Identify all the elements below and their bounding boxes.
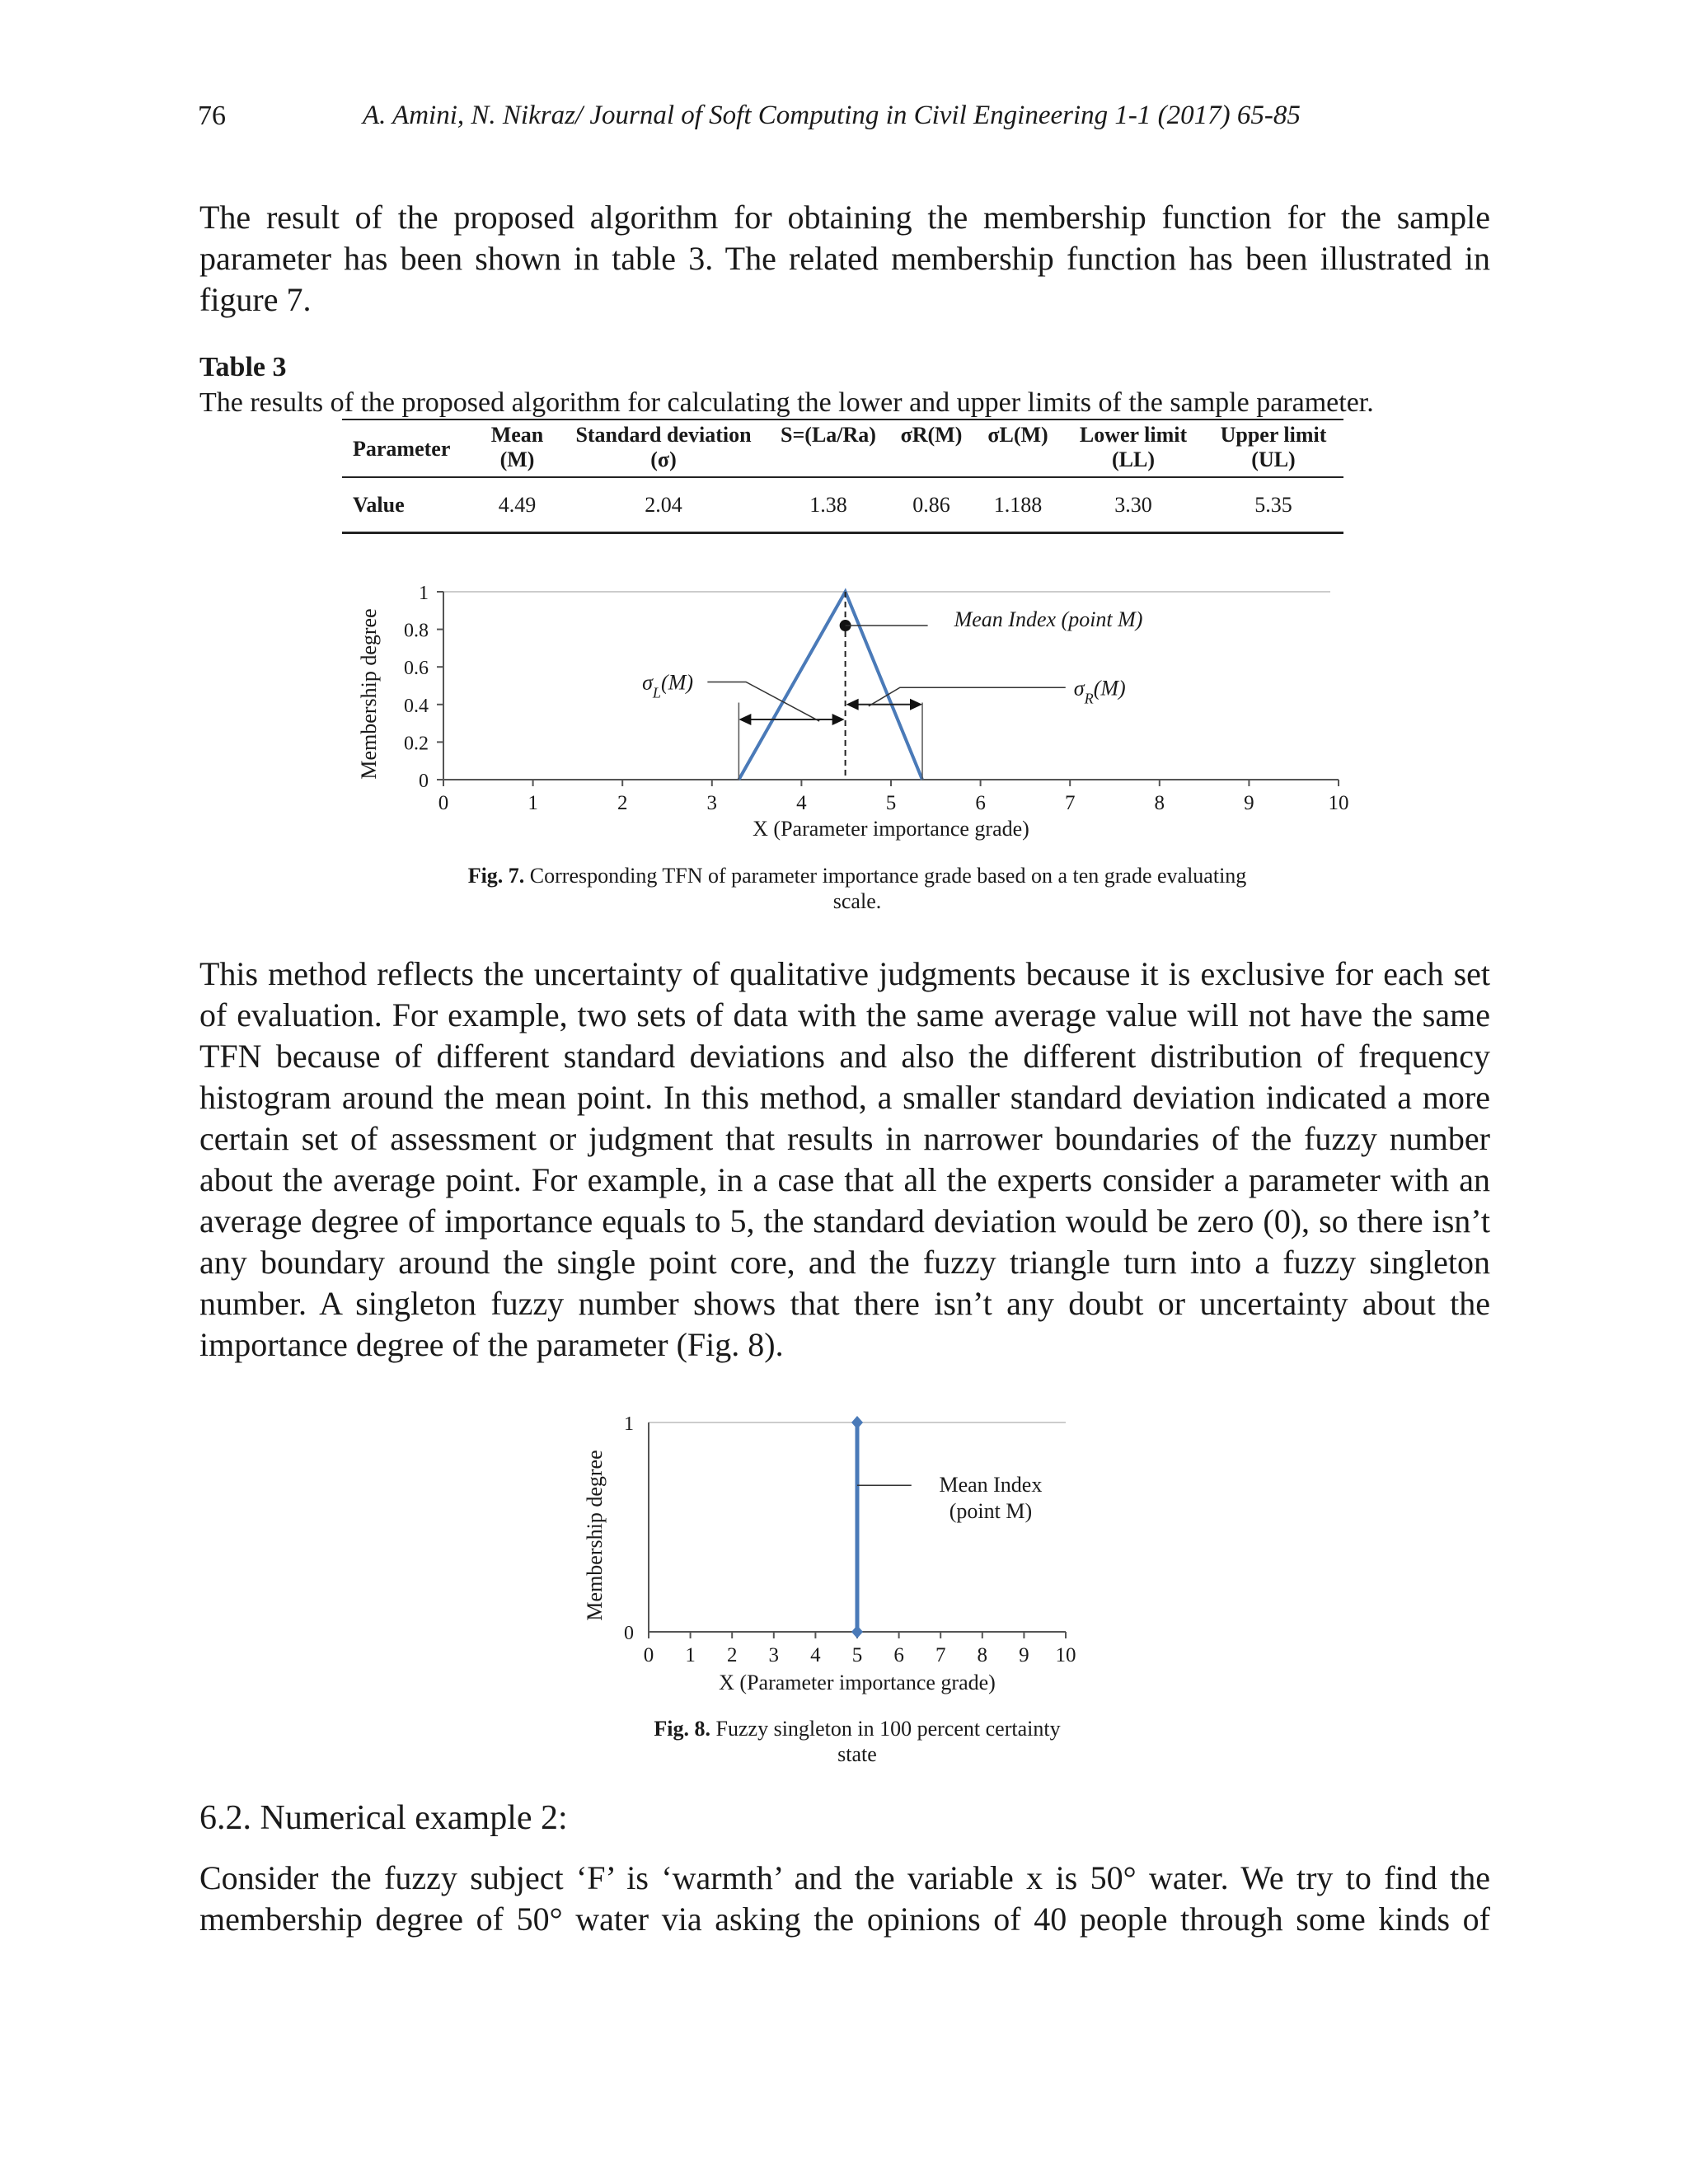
fig8-x-tick-label: 9 [1019, 1644, 1029, 1666]
fig8-caption-line2: state [837, 1742, 877, 1766]
fig8-x-tick-label: 10 [1055, 1644, 1076, 1666]
th-ul-line1: Upper limit [1220, 423, 1327, 447]
fig8-singleton-marker [851, 1625, 863, 1638]
fig8-x-axis-label: X (Parameter importance grade) [719, 1671, 996, 1694]
fig7-x-tick-label: 2 [617, 792, 628, 814]
fig7-y-tick-label: 0.8 [404, 620, 429, 642]
fig8-x-tick-label: 0 [643, 1644, 654, 1666]
fig7-sigma-l-leader [707, 682, 819, 721]
fig7-x-tick-label: 4 [796, 792, 807, 814]
th-mean-line2: (M) [499, 448, 535, 471]
fig7-x-axis-label: X (Parameter importance grade) [753, 817, 1029, 841]
fig7-arrowhead-right [910, 699, 922, 710]
fig7-mean-annotation: Mean Index (point M) [954, 607, 1143, 632]
fig7-arrowhead-left [846, 699, 859, 710]
fig8-x-tick-label: 2 [726, 1644, 738, 1666]
running-title: A. Amini, N. Nikraz/ Journal of Soft Computing in Civil Engineering 1-1 (2017) 65-85 [363, 101, 1301, 130]
fig8-x-tick-label: 6 [893, 1644, 904, 1666]
fig7-x-tick-label: 6 [975, 792, 986, 814]
table-header-rule [342, 476, 1343, 478]
fig7-y-tick-label: 0 [419, 771, 429, 792]
text-line: figure 7. [199, 281, 312, 318]
fig8-caption-label: Fig. 8. [654, 1717, 711, 1741]
fig8-x-tick-label: 4 [810, 1644, 821, 1666]
fig8-annotation-line1: Mean Index [939, 1473, 1043, 1497]
fig8-x-tick-label: 1 [685, 1644, 696, 1666]
fig7-sigma-l-label: $\sigma_L(M)$ [642, 670, 694, 701]
fig8-x-tick-label: 8 [977, 1644, 988, 1666]
th-sd-line1: Standard deviation [575, 423, 752, 447]
fig7-caption [429, 863, 1286, 914]
td-sigma-r: 0.86 [912, 493, 950, 517]
table-label: Table 3 [199, 352, 287, 382]
fig7-caption-line1 [429, 863, 1286, 888]
text-line: about the average point. For example, in a case that all the experts consider a parameter with an [199, 1161, 1490, 1198]
table-top-rule [342, 419, 1343, 420]
section-heading: 6.2. Numerical example 2: [199, 1799, 568, 1837]
fig8-x-tick-label: 7 [935, 1644, 946, 1666]
fig8-y-tick-label: 1 [624, 1413, 634, 1435]
fig7-x-tick-label: 1 [528, 792, 538, 814]
td-value-label: Value [353, 493, 405, 517]
text-line: TFN because of different standard deviations and also the different distribution of frequency [199, 1038, 1490, 1075]
text-line: Consider the fuzzy subject ‘F’ is ‘warmth’ and the variable x is 50° water. We try to find the [199, 1859, 1490, 1896]
fig7-x-tick-label: 8 [1154, 792, 1165, 814]
fig8-y-axis-label: Membership degree [583, 1450, 607, 1621]
fig8-y-tick-label: 0 [624, 1623, 634, 1644]
text-line: parameter has been shown in table 3. The related membership function has been illustrated in [199, 240, 1490, 277]
text-line: histogram around the mean point. In this method, a smaller standard deviation indicated a more [199, 1079, 1490, 1116]
th-sigma-l: σL(M) [987, 423, 1048, 447]
th-mean [474, 423, 560, 472]
th-standard-deviation [569, 423, 758, 472]
th-ll-line1: Lower limit [1079, 423, 1188, 447]
text-line: number. A singleton fuzzy number shows that there isn’t any doubt or uncertainty about the [199, 1285, 1490, 1322]
fig7-caption-text: Corresponding TFN of parameter importance grade based on a ten grade evaluating [529, 864, 1247, 888]
th-ul-line2: (UL) [1251, 448, 1296, 471]
text-line: importance degree of the parameter (Fig. 8). [199, 1326, 784, 1363]
fig7-chart [346, 569, 1385, 849]
body-paragraph [199, 954, 1490, 1366]
td-lower-limit: 3.30 [1114, 493, 1152, 517]
th-s-ratio: S=(La/Ra) [781, 423, 876, 447]
text-line: any boundary around the single point core, and the fuzzy triangle turn into a fuzzy singleton [199, 1244, 1490, 1281]
td-upper-limit: 5.35 [1254, 493, 1292, 517]
fig8-caption [610, 1716, 1104, 1767]
td-sd: 2.04 [645, 493, 682, 517]
fig7-y-tick-label: 0.2 [404, 733, 429, 755]
fig8-caption-line1 [610, 1716, 1104, 1741]
table-bottom-rule [342, 532, 1343, 534]
fig7-x-tick-label: 3 [706, 792, 718, 814]
fig8-caption-text: Fuzzy singleton in 100 percent certainty [715, 1717, 1061, 1741]
text-line: average degree of importance equals to 5, the standard deviation would be zero (0), so there isn’t [199, 1202, 1490, 1240]
td-s: 1.38 [809, 493, 847, 517]
fig7-y-tick-label: 0.6 [404, 658, 429, 680]
fig8-x-tick-label: 5 [851, 1644, 863, 1666]
fig7-x-tick-label: 5 [885, 792, 897, 814]
fig7-caption-line2: scale. [832, 889, 882, 913]
fig7-y-axis-label: Membership degree [357, 608, 381, 780]
text-line: This method reflects the uncertainty of qualitative judgments because it is exclusive for each set [199, 955, 1490, 992]
td-sigma-l: 1.188 [993, 493, 1043, 517]
th-sd-line2: (σ) [650, 448, 677, 471]
fig7-x-tick-label: 7 [1064, 792, 1076, 814]
fig7-arrowhead-left [738, 714, 751, 725]
fig7-sigma-r-leader [869, 687, 1066, 706]
th-parameter: Parameter [353, 437, 451, 461]
th-ll-line2: (LL) [1112, 448, 1155, 471]
fig8-annotation-line2: (point M) [949, 1499, 1033, 1524]
fig8-chart [577, 1401, 1104, 1698]
th-upper-limit [1212, 423, 1335, 472]
td-mean: 4.49 [498, 493, 537, 517]
th-lower-limit [1071, 423, 1195, 472]
intro-paragraph [199, 197, 1490, 321]
fig7-tfn-line [738, 592, 922, 780]
text-line: membership degree of 50° water via asking the opinions of 40 people through some kinds of [199, 1900, 1490, 1938]
page-number: 76 [198, 101, 226, 131]
fig7-caption-label: Fig. 7. [467, 864, 525, 888]
closing-paragraph [199, 1858, 1490, 1940]
th-mean-line1: Mean [490, 423, 544, 447]
th-sigma-r: σR(M) [900, 423, 963, 447]
fig8-x-tick-label: 3 [768, 1644, 780, 1666]
fig7-x-tick-label: 9 [1244, 792, 1254, 814]
fig7-x-tick-label: 10 [1328, 792, 1349, 814]
fig7-arrowhead-right [832, 714, 845, 725]
fig8-singleton-marker [851, 1416, 863, 1429]
text-line: The result of the proposed algorithm for obtaining the membership function for the sample [199, 199, 1490, 236]
fig7-y-tick-label: 1 [419, 583, 429, 604]
text-line: certain set of assessment or judgment that results in narrower boundaries of the fuzzy number [199, 1120, 1490, 1157]
fig7-y-tick-label: 0.4 [404, 695, 429, 717]
fig7-sigma-r-label: $\sigma_R(M)$ [1073, 676, 1126, 707]
fig7-x-tick-label: 0 [438, 792, 449, 814]
table-caption: The results of the proposed algorithm for calculating the lower and upper limits of the sample parameter. [199, 387, 1374, 418]
text-line: of evaluation. For example, two sets of data with the same average value will not have the same [199, 996, 1490, 1033]
